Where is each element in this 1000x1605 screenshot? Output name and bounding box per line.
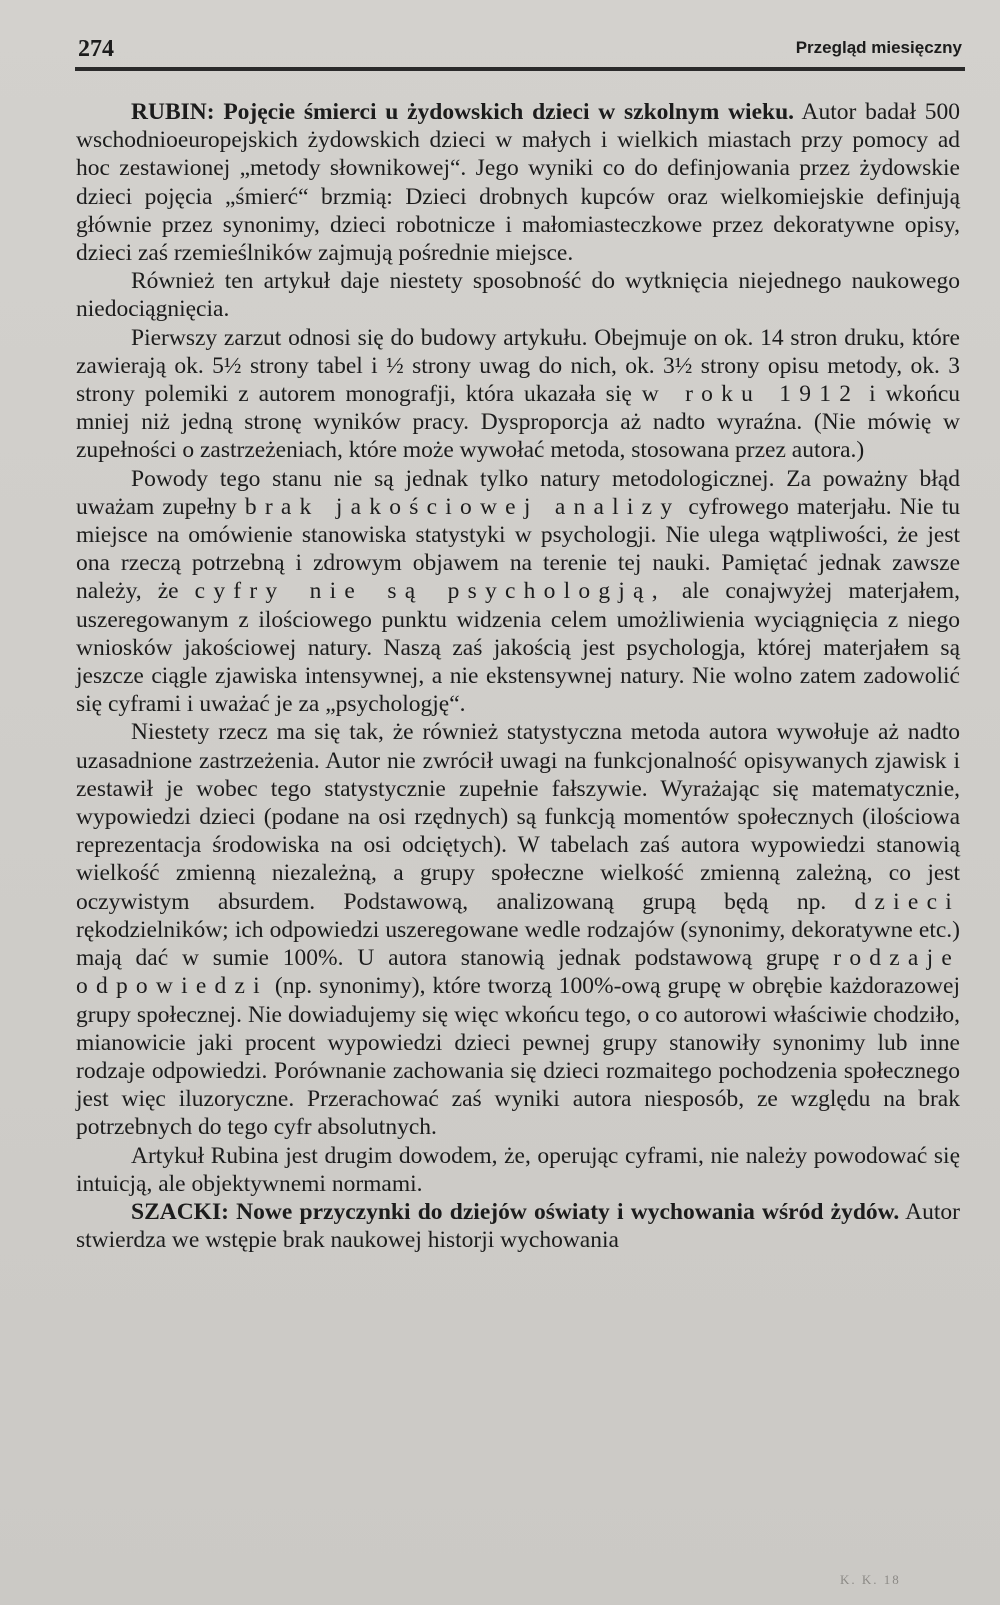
paragraph [76,267,960,323]
section-heading-rubin: RUBIN: Pojęcie śmierci u żydowskich dzieci w szkolnym wieku. [131,99,795,125]
paragraph-text: Autor badał 500 wschodnioeuropejskich żydowskich dzieci w małych i wielkich miastach przy pomocy ad hoc zestawionej „metody słownikowej“. Jego wyniki co do definjowania przez żydowskie dzieci pojęcia „śmierć“ brzmią: Dzieci drobnych kupców oraz wielkomiejskie definjują głównie przez synonimy, dzieci robotnicze i małomiasteczkowe przez dekoratywne opisy, dzieci zaś rzemieślników zajmują pośrednie miejsce. [76,99,960,267]
header-rule [75,67,965,71]
paragraph-text: (np. synonimy), które tworzą 100%-ową grupę w obrębie każdorazowej grupy społecznej. Nie dowiadujemy się więc wkońcu tego, o co autorowi właściwie chodziło, mianowicie jaki procent wypowiedzi dzieci pewnej grupy stanowiły synonimy lub inne rodzaje odpowiedzi. Porównanie zachowania się dzieci rozmaitego pochodzenia społecznego jest więc iluzoryczne. Przerachować zaś wyniki autora niesposób, ze względu na brak potrzebnych do tego cyfr absolutnych. [76,973,960,1141]
page-header [75,30,962,70]
article-body [76,98,960,1254]
section-heading-szacki: SZACKI: Nowe przyczynki do dziejów oświaty i wychowania wśród żydów. [131,1198,900,1225]
paragraph-text: ale conajwyżej materjałem, uszeregowanym z ilościowego punktu widzenia celem umożliwienia wyciągnięcia z niego wniosków jakościowej natury. Naszą zaś jakością jest psychologja, której materjałem są jeszcze ciągle zjawiska intensywnej, a nie ekstensywnej natury. Nie wolno zatem zadowolić się cyframi i uważać je za „psychologję“. [76,578,960,718]
paragraph [76,1142,960,1198]
paragraph-text: Artykuł Rubina jest drugim dowodem, że, operując cyframi, nie należy powodować się intuicją, ale objektywnemi normami. [76,1142,960,1197]
paragraph-text: cyfrowego materjału. Nie tu miejsce na omówienie stanowiska statystyki w psychologji. Nie ulega wątpliwości, że jest ona rzeczą potrzebną i zdrowym objawem na terenie tej nauki. Pamiętać jednak zawsze należy, że [76,493,960,605]
spaced-emphasis: w roku 1912 [641,381,860,408]
footer-mark: K. K. 18 [840,1572,901,1587]
paragraph [76,718,960,1141]
spaced-emphasis: brak jakościowej analizy [244,493,681,520]
spaced-emphasis: dzieci [854,888,960,915]
paragraph-text: Pierwszy zarzut odnosi się do budowy artykułu. Obejmuje on ok. 14 stron druku, które zawierają ok. 5½ strony tabel i ½ strony uwag do nich, ok. 3½ strony opisu metody, ok. 3 strony polemiki z autorem monografji, która ukazała się [76,324,960,408]
paragraph-text: Powody tego stanu nie są jednak tylko natury metodologicznej. Za poważny błąd uważam zupełny [76,465,960,520]
spaced-emphasis: rodzaje odpowiedzi [76,945,960,1000]
page-number: 274 [78,36,114,62]
paragraph-text: Autor stwierdza we wstępie brak naukowej historji wychowania [76,1198,960,1254]
paragraph-text: rękodzielników; ich odpowiedzi uszeregowane wedle rodzajów (synonimy, dekoratywne etc.) mają dać w sumie 100%. U autora stanowią jednak podstawową grupę [76,916,960,972]
paragraph-szacki [76,1198,960,1254]
paragraph-text: Również ten artykuł daje niestety sposobność do wytknięcia niejednego naukowego niedociągnięcia. [76,268,960,323]
paragraph-text: i wkońcu mniej niż jedną stronę wyników pracy. Dysproporcja aż nadto wyraźna. (Nie mówię w zupełności o zastrzeżeniach, które może wywołać metoda, stosowana przez autora.) [76,381,960,464]
paragraph-rubin [76,98,960,267]
running-title: Przegląd miesięczny [795,38,962,57]
paragraph [76,324,960,465]
paragraph [76,465,960,719]
paragraph-text: Niestety rzecz ma się tak, że również statystyczna metoda autora wywołuje aż nadto uzasadnione zastrzeżenia. Autor nie zwrócił uwagi na funkcjonalność opisywanych zjawisk i zestawił je wobec tego statystycznie zupełnie fałszywie. Wyrażając się matematycznie, wypowiedzi dzieci (podane na osi rzędnych) są funkcją momentów społecznych (ilościowa reprezentacja środowiska na osi odciętych). W tabelach zaś autora wypowiedzi stanowią wielkość zmienną niezależną, a grupy społeczne wielkość zmienną zależną, co jest oczywistym absurdem. Podstawową, analizowaną grupą będą np. [76,719,960,915]
spaced-emphasis: cyfry nie są psychologją, [194,578,666,605]
